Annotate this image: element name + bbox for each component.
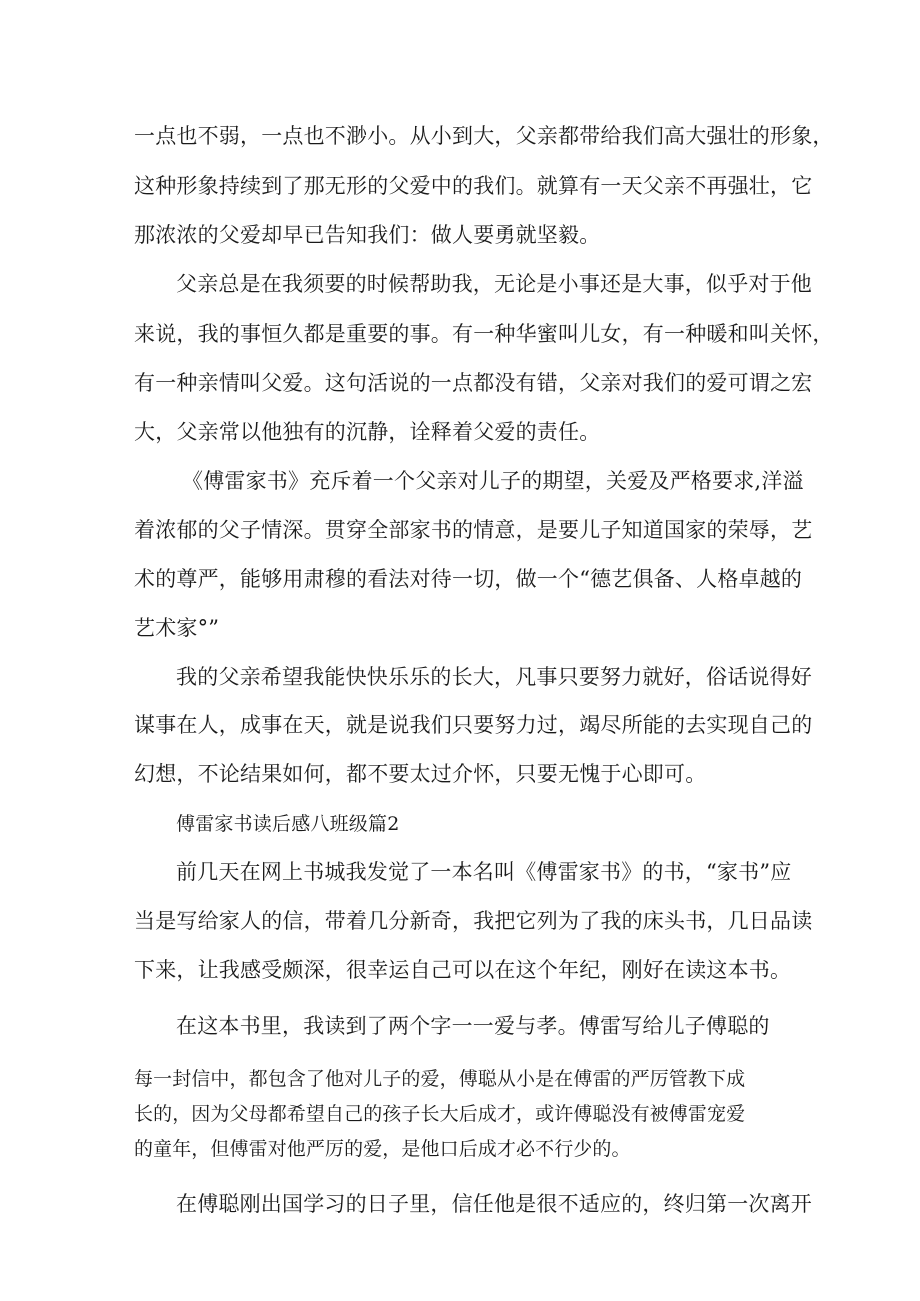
text-line-19: 每一封信中，都包含了他对儿子的爱，傅聪从小是在傅雷的严厉管教下成 bbox=[134, 1068, 746, 1090]
text-line-18: 在这本书里，我读到了两个字一一爱与孝。傅雷写给儿子傅聪的 bbox=[176, 1014, 770, 1038]
text-line-9: 着浓郁的父子情深。贯穿全部家书的情意，是要儿子知道国家的荣辱，艺 bbox=[134, 518, 813, 542]
text-line-21: 的童年，但傅雷对他严厉的爱，是他口后成才必不行少的。 bbox=[134, 1138, 631, 1160]
text-line-20: 长的，因为父母都希望自己的孩子长大后成才，或许傅聪没有被傅雷宠爱 bbox=[134, 1103, 746, 1125]
text-line-12: 我的父亲希望我能快快乐乐的长大，凡事只要努力就好，俗话说得好 bbox=[176, 665, 812, 689]
text-line-1: 一点也不弱，一点也不渺小。从小到大，父亲都带给我们高大强壮的形象， bbox=[134, 124, 834, 148]
text-line-3: 那浓浓的父爱却早已告知我们：做人要勇就坚毅。 bbox=[134, 223, 601, 247]
text-line-15: 前几天在网上书城我发觉了一本名叫《傅雷家书》的书，“家书”应 bbox=[176, 860, 792, 884]
text-line-4: 父亲总是在我须要的时候帮助我，无论是小事还是大事，似乎对于他 bbox=[176, 272, 812, 296]
text-line-5: 来说，我的事恒久都是重要的事。有一种华蜜叫儿女，有一种暖和叫关怀， bbox=[134, 322, 834, 346]
text-line-7: 大，父亲常以他独有的沉静，诠释着父爱的责任。 bbox=[134, 420, 601, 444]
text-line-17: 下来，让我感受颇深，很幸运自己可以在这个年纪，刚好在读这本书。 bbox=[134, 958, 792, 982]
text-line-8: 《傅雷家书》充斥着一个父亲对儿子的期望，关爱及严格要求,洋溢 bbox=[182, 469, 804, 493]
text-line-22: 在傅聪刚出国学习的日子里，信任他是很不适应的，终归第一次离开 bbox=[176, 1192, 812, 1216]
text-line-10: 术的尊严，能够用肃穆的看法对待一切，做一个“德艺俱备、人格卓越的 bbox=[134, 567, 803, 591]
text-line-11: 艺术家°” bbox=[134, 616, 220, 640]
text-line-14: 幻想，不论结果如何，都不要太过介怀，只要无愧于心即可。 bbox=[134, 762, 707, 786]
text-line-13: 谋事在人，成事在天，就是说我们只要努力过，竭尽所能的去实现自己的 bbox=[134, 713, 813, 737]
text-line-2: 这种形象持续到了那无形的父爱中的我们。就算有一天父亲不再强壮，它 bbox=[134, 174, 813, 198]
text-line-6: 有一种亲情叫父爱。这句活说的一点都没有错，父亲对我们的爱可谓之宏 bbox=[134, 371, 813, 395]
section-heading: 傅雷家书读后感八班级篇2 bbox=[176, 813, 400, 835]
text-line-16: 当是写给家人的信，带着几分新奇，我把它列为了我的床头书，几日品读 bbox=[134, 909, 813, 933]
